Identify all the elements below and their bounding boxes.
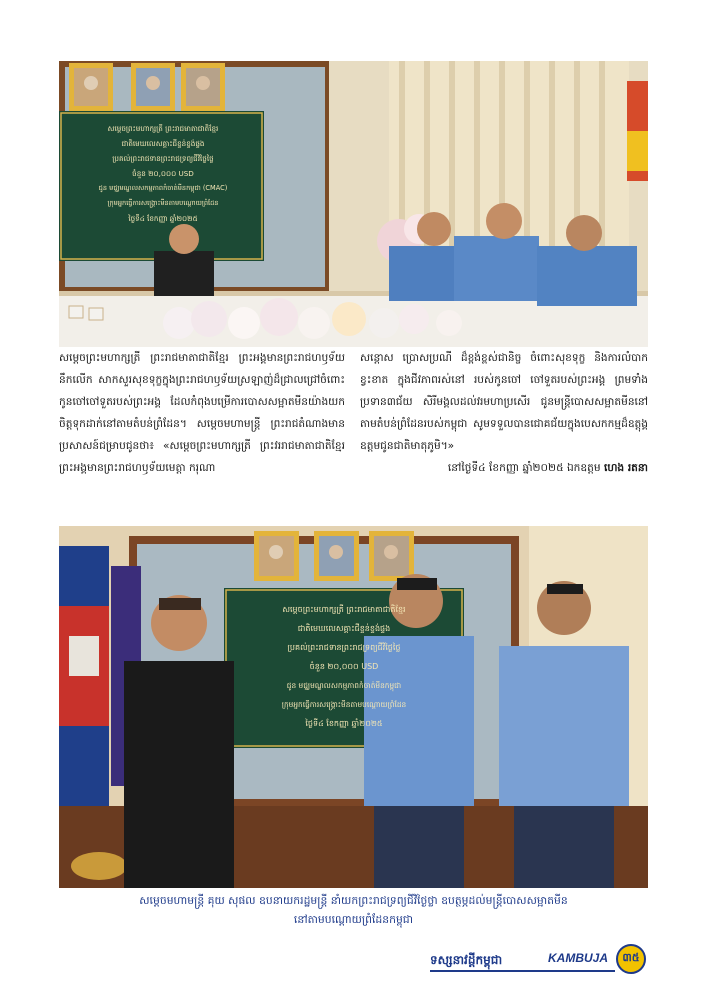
byline-text: នៅថ្ងៃទី៤ ខែកញ្ញា ឆ្នាំ២០២៥ ឯកឧត្តម [447,462,601,474]
footer-rule [430,970,615,972]
article-column-right [360,347,648,479]
banner-line: ប្រគល់ព្រះរាជទានព្រះរាជទ្រព្យជីវិថ្ងៃថ្លៃ [287,643,401,652]
article-paragraph-left: សម្តេចព្រះមហាក្សត្រី ព្រះរាជមាតាជាតិខ្មែរ ព្រះអង្គមានព្រះរាជហឫទ័យនឹកលើក សាកសួរសុខទុក្ខក្នុងព្រះរាជហឫទ័យស្រឡាញ់ដ៏ជ្រាលជ្រៅចំពោះកូនចៅចៅទួតរបស់ព្រះអង្គ ដែលកំពុងបម្រើការបោសសម្អាតមីនយ៉ាងយកចិត្តទុកដាក់នៅតាមតំបន់ព្រំដែន។ សម្តេចមហាមន្ត្រី ព្រះរាជតំណាងមានប្រសាសន៍ជម្រាបជូនថា៖ «សម្តេចព្រះមហាក្សត្រី ព្រះវររាជមាតាជាតិខ្មែរ ព្រះអង្គមានព្រះរាជហឫទ័យមេត្តា ករុណា [59,352,345,474]
magazine-title: ទស្សនាវដ្តីកម្ពុជា [430,953,503,967]
banner-line: ជាតិមេឃលេសគ្គាះជីខ្ទន់ខ្ទង់ផ្ទង [121,139,205,148]
article-column-left [59,347,345,479]
banner-line: ចំនួន ២០,០០០ USD [309,662,379,671]
banner-line: ប្រគល់ព្រះរាជទានព្រះរាជទ្រព្យជីវិថ្ងៃថ្លៃ [112,154,214,163]
banner-line: ក្រុមអ្នកធ្វើការសង្គ្រោះមីនតាមបណ្ដោយព្រំដែន [281,700,407,709]
page-footer [430,944,650,976]
banner-line: ក្រុមអ្នកធ្វើការសង្គ្រោះមីនតាមបណ្ដោយព្រំដែន [107,199,219,207]
banner-line: ជូន មជ្ឈមណ្ឌលសកម្មភាពកំចាត់មីនកម្ពុជា [286,681,402,690]
byline-author: ហេង រតនា [603,462,648,474]
article-paragraph-right: សន្តោស ប្រោសប្រណី ដ៏ខ្ពង់ខ្ពស់ជានិច្ច ចំពោះសុខទុក្ខ និងការលំបាកខ្វះខាត ក្នុងជីវភាពរស់នៅ របស់កូនចៅ ចៅទួតរបស់ព្រះអង្គ ព្រមទាំងប្រទាន៣ជ័យ សិរីមង្គលដល់វរមហាប្រសើរ ជូនមន្ត្រីបោសសម្អាតមីននៅតាមតំបន់ព្រំដែនរបស់កម្ពុជា សូមទទួលបានជោគជ័យក្នុងបេសកកម្មដ៏ឧត្តុង្គឧត្តមជូនជាតិមាតុភូមិ។» [360,352,648,452]
banner-line: ថ្ងៃទី៤ ខែកញ្ញា ឆ្នាំ២០២៥ [128,214,198,223]
banner-line: សម្តេចព្រះមហាក្សត្រី ព្រះរាជមាតាជាតិខ្មែរ [282,605,406,614]
article-byline [360,457,648,479]
banner-line: ជូន មជ្ឈមណ្ឌលសកម្មភាពកំចាត់មីនកម្ពុជា (CMAC) [98,184,228,192]
page-number-badge: ៣៥ [616,944,646,974]
magazine-brand: KAMBUJA [548,951,608,965]
photo-caption [70,891,637,929]
banner-line: ថ្ងៃទី៤ ខែកញ្ញា ឆ្នាំ២០២៥ [305,719,383,728]
banner-line: ជាតិមេឃលេសគ្គាះជីខ្ទន់ខ្ទង់ផ្ទង [297,624,391,633]
banner-line: សម្តេចព្រះមហាក្សត្រី ព្រះរាជមាតាជាតិខ្មែរ [107,124,219,133]
photo-ceremony-meeting [59,61,648,347]
photo-donation-ceremony [59,526,648,888]
banner-bottom [229,600,459,733]
banner-line: ចំនួន ២០,០០០ USD [132,169,194,178]
banner-top [65,121,261,226]
caption-line-2: នៅតាមបណ្ដោយព្រំដែនកម្ពុជា [293,913,414,926]
caption-line-1: សម្តេចមហាមន្ត្រី គុយ សុផល ឧបនាយករដ្ឋមន្ត្រី នាំយកព្រះរាជទ្រព្យជីវិថ្ងៃថ្លា ឧបត្ថម្ភដល់មន្ត្រីបោសសម្អាតមីន [139,894,568,907]
